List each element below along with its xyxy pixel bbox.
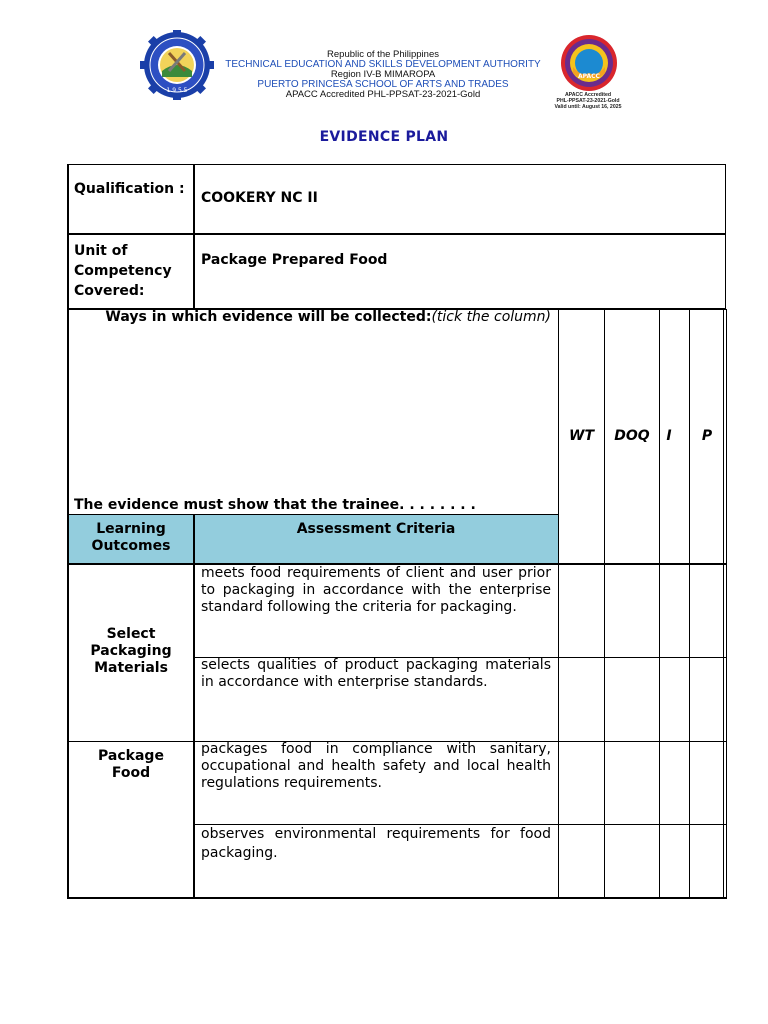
criteria-2-2: observes environmental requirements for food packaging. [201, 826, 551, 861]
ways-note: (tick the column) [431, 309, 551, 325]
header-line-2: TECHNICAL EDUCATION AND SKILLS DEVELOPMENT AUTHORITY [225, 59, 541, 70]
qualification-label: Qualification : [74, 181, 185, 197]
criteria-2-1: packages food in compliance with sanitary, occupational and health safety and local health regulations requirements. [201, 741, 551, 791]
apacc-line-2: PHL-PPSAT-23-2021-Gold [556, 98, 620, 104]
apacc-line-1: APACC Accredited [564, 92, 612, 98]
criteria-1-2: selects qualities of product packaging materials in accordance with enterprise standards. [201, 657, 551, 690]
learning-outcomes-header: Learning Outcomes [91, 521, 171, 554]
unit-of-competency-value: Package Prepared Food [201, 252, 388, 268]
evidence-statement: The evidence must show that the trainee. . . . . . . . [74, 497, 476, 513]
learning-outcome-2: Package Food [98, 748, 164, 781]
seal-year: 1 9 5 5 [166, 87, 188, 94]
criteria-1-1: meets food requirements of client and user prior to packaging in accordance with the enterprise standard following the criteria for packaging. [201, 565, 551, 615]
method-i: I [666, 428, 672, 444]
method-doq: DOQ [614, 428, 650, 444]
header-line-4: PUERTO PRINCESA SCHOOL OF ARTS AND TRADES [257, 79, 509, 90]
ways-heading [74, 309, 551, 326]
qualification-value: COOKERY NC II [201, 190, 318, 206]
header-line-3: Region IV-B MIMAROPA [330, 69, 436, 80]
header-line-1: Republic of the Philippines [327, 49, 439, 60]
method-p: P [701, 428, 713, 444]
unit-of-competency-label: Unit of Competency Covered: [74, 243, 172, 299]
method-wt: WT [569, 428, 594, 444]
page-title: EVIDENCE PLAN [319, 129, 449, 145]
apacc-badge-label: APACC [578, 73, 600, 80]
learning-outcome-1: Select Packaging Materials [90, 626, 172, 676]
ways-text: Ways in which evidence will be collected: [105, 309, 432, 325]
assessment-criteria-header: Assessment Criteria [296, 521, 456, 537]
header-line-5: APACC Accredited PHL-PPSAT-23-2021-Gold [285, 89, 481, 100]
apacc-line-3: Valid until: August 16, 2025 [554, 104, 622, 110]
